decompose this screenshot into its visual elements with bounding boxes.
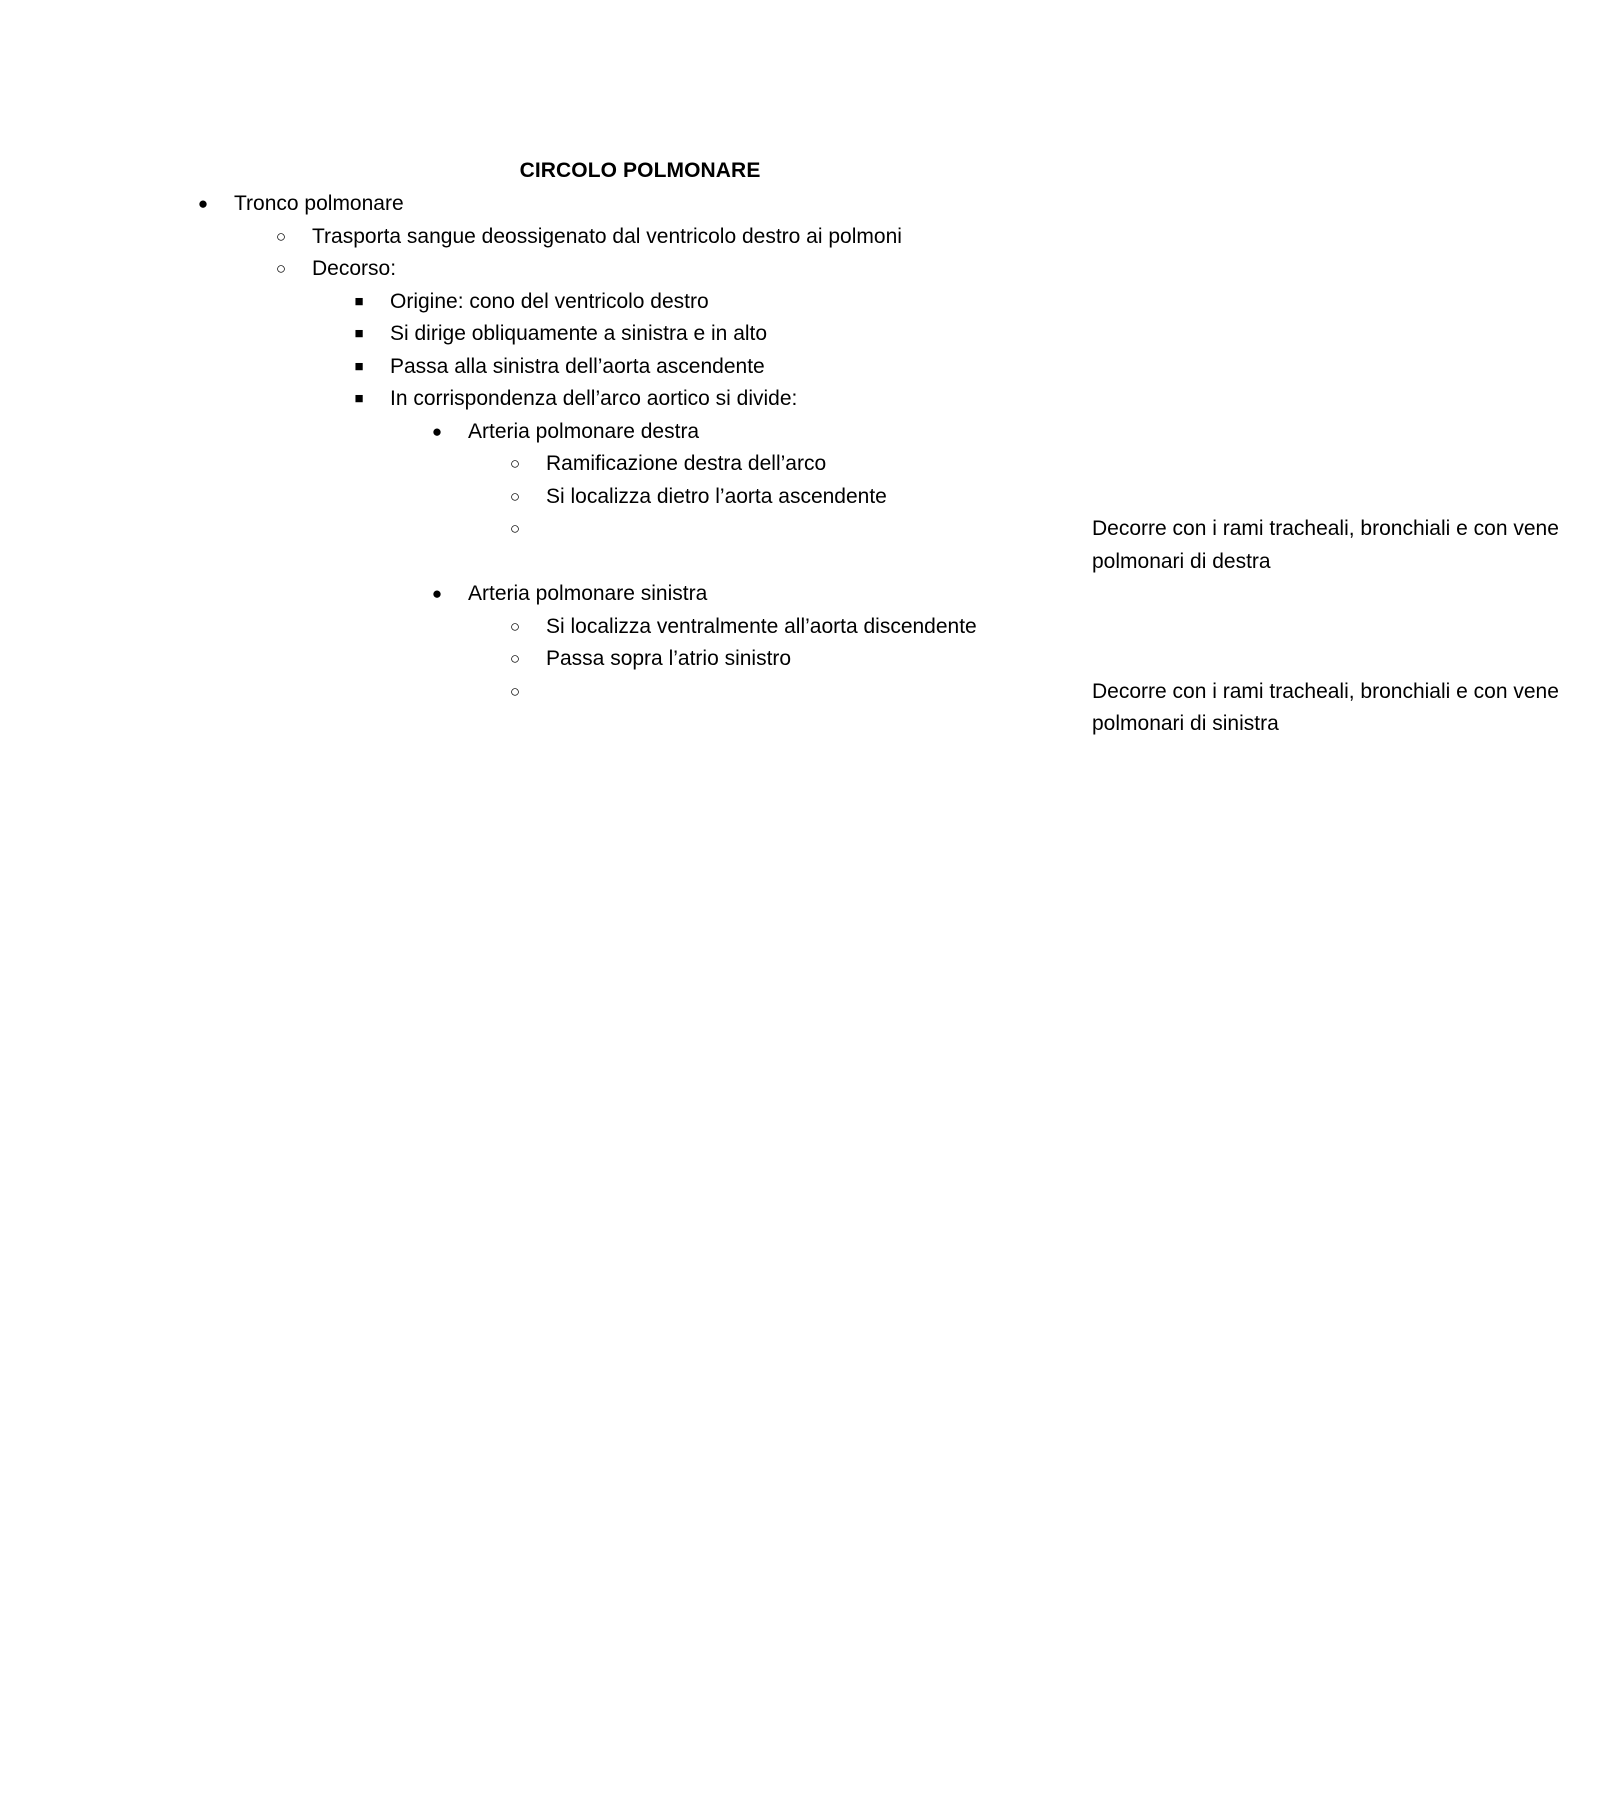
list-item-text: Si localizza dietro l’aorta ascendente <box>546 484 887 508</box>
square-bullet-icon: ■ <box>354 325 364 342</box>
list-item-text: Arteria polmonare destra <box>468 419 700 443</box>
hollow-bullet-icon: ○ <box>509 616 521 636</box>
list-item <box>0 253 1280 286</box>
list-item-text: Trasporta sangue deossigenato dal ventricolo destro ai polmoni <box>312 224 902 248</box>
list-item <box>0 351 1280 384</box>
hollow-bullet-icon: ○ <box>509 681 521 701</box>
list-item <box>0 578 1280 611</box>
list-item-text: Si localizza ventralmente all’aorta discendente <box>546 614 977 638</box>
filled-bullet-icon: ● <box>197 194 209 213</box>
list-item-text: Decorre con i rami tracheali, bronchiali e con vene polmonari di destra <box>1092 517 1559 573</box>
list-item <box>0 383 1280 416</box>
hollow-bullet-icon: ○ <box>509 454 521 473</box>
hollow-bullet-icon: ○ <box>509 649 521 668</box>
list-item-text: Tronco polmonare <box>234 192 404 215</box>
list-item <box>0 513 1559 578</box>
list-item-text: In corrispondenza dell’arco aortico si divide: <box>390 387 798 410</box>
list-item-text: Ramificazione destra dell’arco <box>546 452 827 475</box>
list-item <box>0 676 1559 741</box>
outline-list <box>0 188 1559 741</box>
hollow-bullet-icon: ○ <box>275 226 287 246</box>
filled-bullet-icon: ● <box>431 584 443 603</box>
list-item-text: Arteria polmonare sinistra <box>468 582 708 605</box>
list-item <box>0 188 1280 221</box>
hollow-bullet-icon: ○ <box>509 486 521 506</box>
list-item <box>0 318 1280 351</box>
list-item <box>0 481 1280 514</box>
square-bullet-icon: ■ <box>354 357 364 375</box>
list-item <box>0 221 1280 254</box>
list-item-text: Decorso: <box>312 257 397 280</box>
square-bullet-icon: ■ <box>354 390 364 407</box>
list-item-text: Si dirige obliquamente a sinistra e in alto <box>390 322 768 345</box>
list-item <box>0 611 1280 644</box>
filled-bullet-icon: ● <box>431 421 443 441</box>
list-item-text: Passa sopra l’atrio sinistro <box>546 647 792 670</box>
hollow-bullet-icon: ○ <box>509 519 521 538</box>
list-item-text: Origine: cono del ventricolo destro <box>390 289 709 313</box>
list-item <box>0 416 1280 449</box>
page-title: CIRCOLO POLMONARE <box>519 159 761 182</box>
hollow-bullet-icon: ○ <box>275 259 287 278</box>
list-item <box>0 448 1280 481</box>
list-item <box>0 286 1280 319</box>
list-item <box>0 643 1280 676</box>
list-item-text: Passa alla sinistra dell’aorta ascendente <box>390 354 765 378</box>
square-bullet-icon: ■ <box>354 292 364 310</box>
list-item-text: Decorre con i rami tracheali, bronchiali e con vene polmonari di sinistra <box>1092 679 1559 735</box>
